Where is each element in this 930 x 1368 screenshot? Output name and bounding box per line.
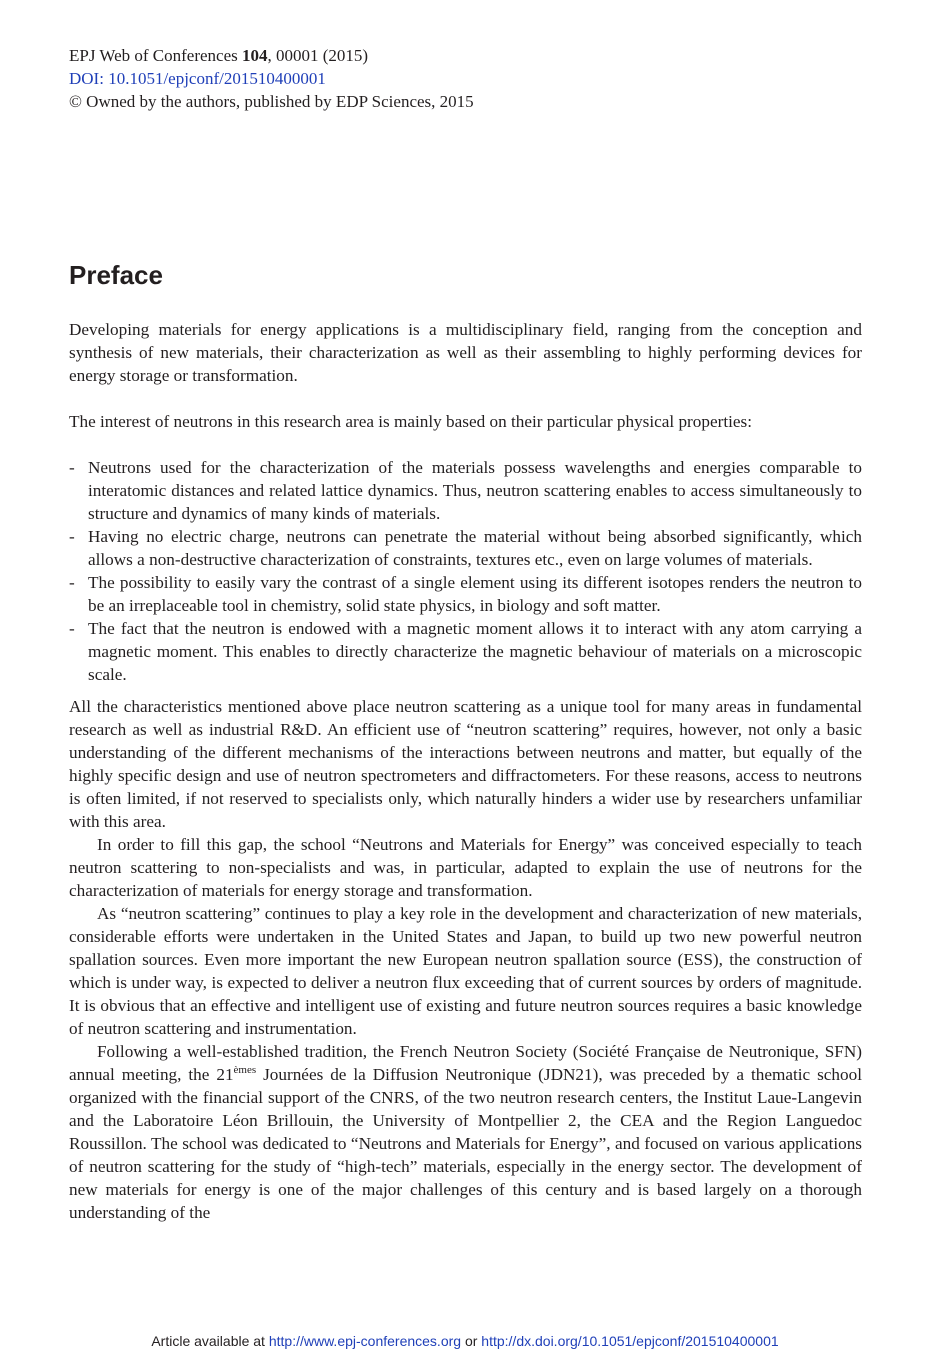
list-dash: - [69,527,75,546]
paragraph-school-gap: In order to fill this gap, the school “Neutrons and Materials for Energy” was conceived especially to teach neutron scattering to non-specialists and was, in particular, adapted to explain the use of neutrons for the characterization of materials for energy storage and transformation. [69,835,862,900]
running-header [69,44,474,113]
list-item [69,456,862,525]
list-dash: - [69,573,75,592]
epj-conferences-link[interactable]: http://www.epj-conferences.org [268,1333,462,1349]
paragraph-characteristics: All the characteristics mentioned above place neutron scattering as a unique tool for many areas in fundamental research as well as industrial R&D. An efficient use of “neutron scattering” requires, however, not only a basic understanding of the different mechanisms of the interactions between neutrons and matter, but equally of the highly specific design and use of neutron spectrometers and diffractometers. For these reasons, access to neutrons is often limited, if not reserved to specialists only, which naturally hinders a wider use by researchers unfamiliar with this area. [69,697,862,831]
list-item [69,571,862,617]
paragraph-spallation-sources: As “neutron scattering” continues to play a key role in the development and characterization of new materials, considerable efforts were undertaken in the United States and Japan, to build up two new powerful neutron spallation sources. Even more important the new European neutron spallation source (ESS), the construction of which is under way, is expected to deliver a neutron flux exceeding that of current sources by orders of magnitude. It is obvious that an effective and intelligent use of existing and future neutron sources requires a basic knowledge of neutron scattering and instrumentation. [69,904,862,1038]
doi-link[interactable]: DOI: 10.1051/epjconf/201510400001 [69,69,326,88]
sfn-text-rest: Journées de la Diffusion Neutronique (JDN21), was preceded by a thematic school organized with the financial support of the CNRS, of the two neutron research centers, the Institut Laue-Langevin and the Laboratoire Léon Brillouin, the University of Montpellier 2, the CEA and the Region Languedoc Roussillon. The school was dedicated to “Neutrons and Materials for Energy”, and focused on various applications of neutron scattering for the study of “high-tech” materials, especially in the energy sector. The development of new materials for energy is one of the major challenges of this century and is based largely on a thorough understanding of the [69,1065,862,1222]
list-item [69,525,862,571]
journal-citation [69,44,474,67]
volume-number: 104 [242,46,268,65]
ordinal-superscript: èmes [233,1064,257,1076]
doi-footer-link[interactable]: http://dx.doi.org/10.1051/epjconf/201510400001 [481,1333,779,1349]
list-item-text: Having no electric charge, neutrons can penetrate the material without being absorbed significantly, which allows a non-destructive characterization of constraints, textures etc., even on large volumes of materials. [88,527,862,569]
paragraph-intro: Developing materials for energy applications is a multidisciplinary field, ranging from the conception and synthesis of new materials, their characterization as well as their assembling to highly performing devices for energy storage or transformation. [69,320,862,385]
page-footer [0,1333,930,1349]
list-dash: - [69,458,75,477]
article-info: , 00001 (2015) [267,46,369,65]
copyright-line: © Owned by the authors, published by EDP Sciences, 2015 [69,92,474,111]
paragraph-properties-lead: The interest of neutrons in this research area is mainly based on their particular physical properties: [69,412,752,431]
article-body [69,318,862,1224]
list-item-text: The fact that the neutron is endowed with a magnetic moment allows it to interact with any atom carrying a magnetic moment. This enables to directly characterize the magnetic behaviour of materials on a microscopic scale. [88,619,862,684]
list-dash: - [69,619,75,638]
properties-list [69,456,862,686]
list-item-text: Neutrons used for the characterization of the materials possess wavelengths and energies comparable to interatomic distances and related lattice dynamics. Thus, neutron scattering enables to access simultaneously to structure and dynamics of many kinds of materials. [88,458,862,523]
list-item [69,617,862,686]
page-title: Preface [69,260,163,290]
journal-name: EPJ Web of Conferences [69,46,242,65]
list-item-text: The possibility to easily vary the contrast of a single element using its different isotopes renders the neutron to be an irreplaceable tool in chemistry, solid state physics, in biology and soft matter. [88,573,862,615]
footer-separator: or [461,1333,482,1349]
footer-prefix: Article available at [151,1333,269,1349]
sfn-text-start: Following a well-established tradition, the French Neutron Society (Société Française de Neutronique, SFN) annual meeting, the 21 [69,1042,862,1084]
paragraph-sfn-meeting [69,1040,862,1224]
